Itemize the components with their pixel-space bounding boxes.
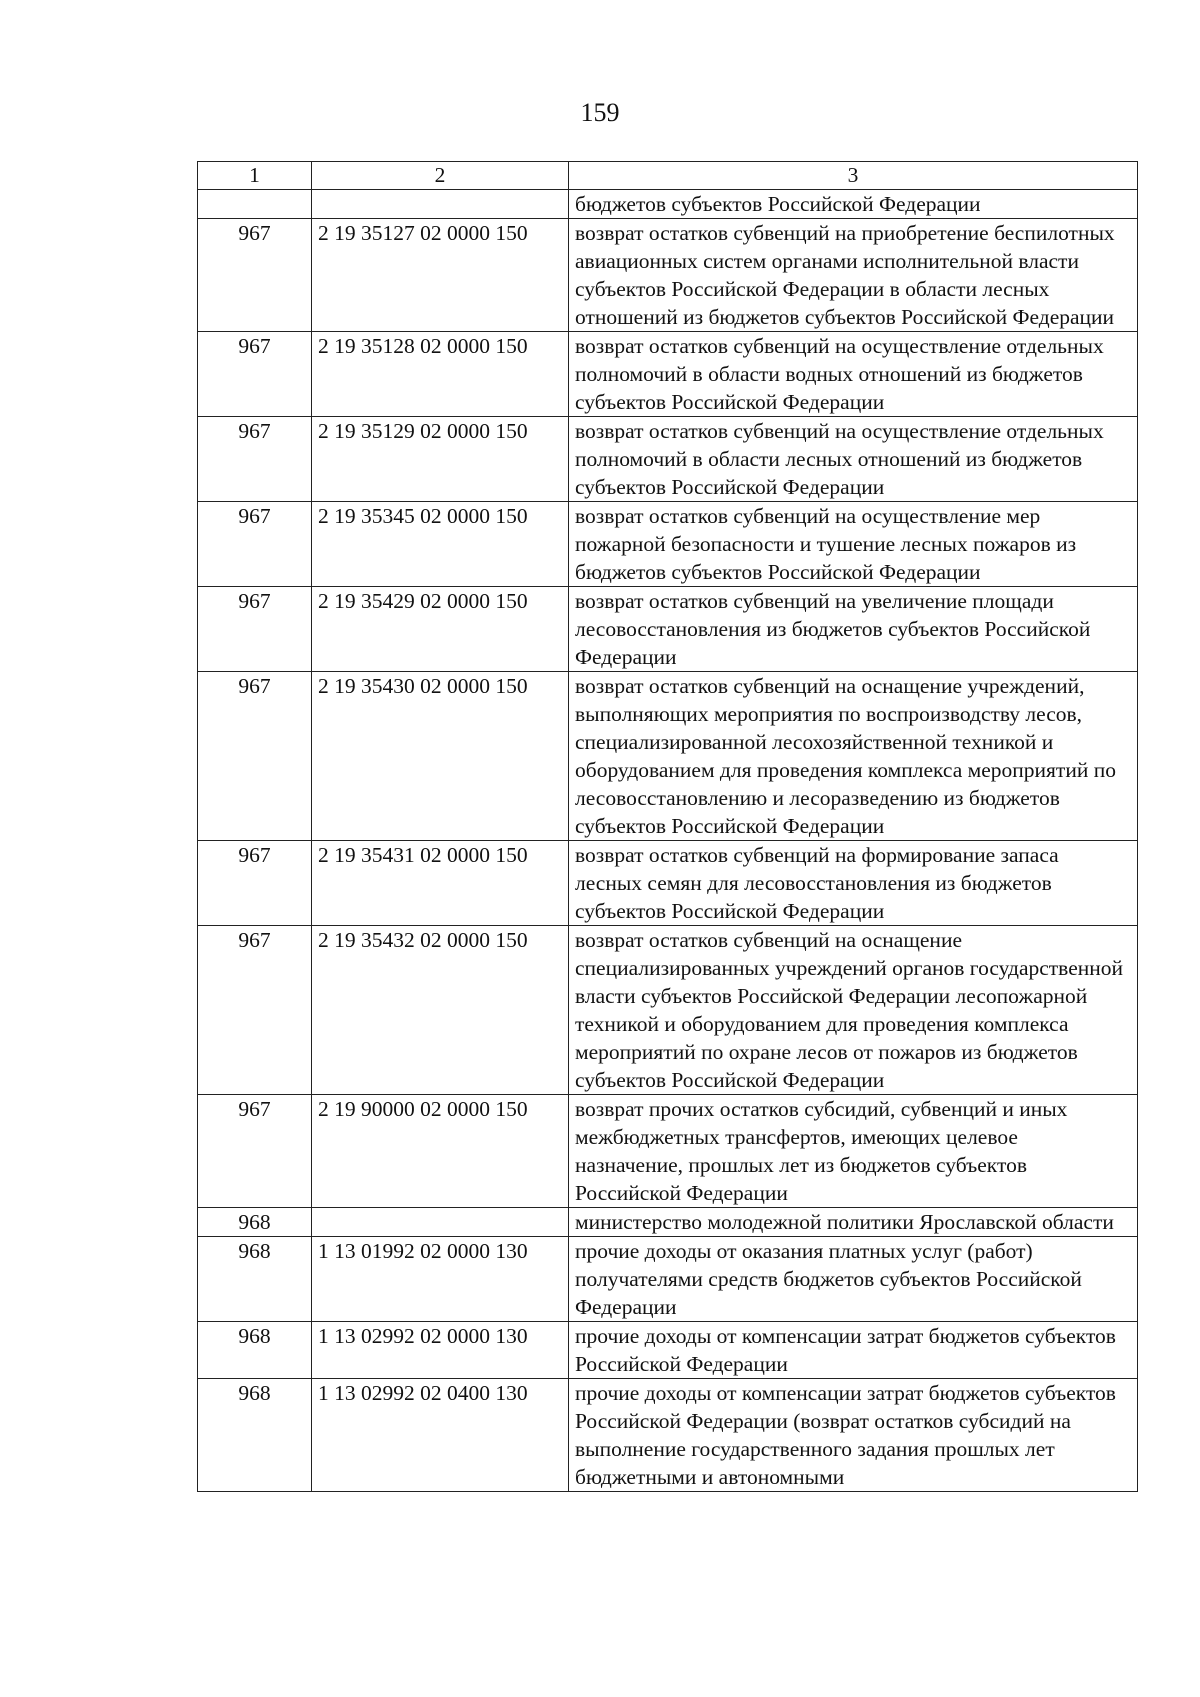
description-cell: возврат остатков субвенций на увеличение площади лесовосстановления из бюджетов субъектов Российской Федерации	[569, 587, 1138, 672]
budget-code-cell: 2 19 35129 02 0000 150	[312, 417, 569, 502]
table-row	[198, 332, 1138, 417]
column-header-3: 3	[569, 162, 1138, 190]
admin-code-cell: 968	[198, 1322, 312, 1379]
admin-code-cell: 968	[198, 1379, 312, 1492]
description-cell: министерство молодежной политики Ярославской области	[569, 1208, 1138, 1237]
budget-code-cell: 2 19 35128 02 0000 150	[312, 332, 569, 417]
description-cell: возврат остатков субвенций на оснащение учреждений, выполняющих мероприятия по воспроизводству лесов, специализированной лесохозяйственной техникой и оборудованием для проведения комплекса мероприятий по лесовосстановлению и лесоразведению из бюджетов субъектов Российской Федерации	[569, 672, 1138, 841]
admin-code-cell: 967	[198, 1095, 312, 1208]
budget-code-cell: 2 19 35431 02 0000 150	[312, 841, 569, 926]
description-cell: бюджетов субъектов Российской Федерации	[569, 190, 1138, 219]
table-row	[198, 926, 1138, 1095]
table-row	[198, 502, 1138, 587]
description-cell: прочие доходы от оказания платных услуг (работ) получателями средств бюджетов субъектов Российской Федерации	[569, 1237, 1138, 1322]
admin-code-cell: 967	[198, 926, 312, 1095]
table-row	[198, 672, 1138, 841]
column-header-2: 2	[312, 162, 569, 190]
admin-code-cell: 968	[198, 1208, 312, 1237]
description-cell: возврат остатков субвенций на осуществление мер пожарной безопасности и тушение лесных пожаров из бюджетов субъектов Российской Федерации	[569, 502, 1138, 587]
admin-code-cell	[198, 190, 312, 219]
admin-code-cell: 967	[198, 332, 312, 417]
budget-code-cell	[312, 190, 569, 219]
column-header-1: 1	[198, 162, 312, 190]
description-cell: возврат остатков субвенций на осуществление отдельных полномочий в области лесных отношений из бюджетов субъектов Российской Федерации	[569, 417, 1138, 502]
budget-code-cell: 1 13 02992 02 0000 130	[312, 1322, 569, 1379]
table-row	[198, 219, 1138, 332]
admin-code-cell: 968	[198, 1237, 312, 1322]
admin-code-cell: 967	[198, 841, 312, 926]
table-row	[198, 841, 1138, 926]
description-cell: прочие доходы от компенсации затрат бюджетов субъектов Российской Федерации	[569, 1322, 1138, 1379]
budget-code-cell: 2 19 35430 02 0000 150	[312, 672, 569, 841]
table-row	[198, 587, 1138, 672]
budget-code-cell: 2 19 35432 02 0000 150	[312, 926, 569, 1095]
budget-code-cell: 2 19 35345 02 0000 150	[312, 502, 569, 587]
table-row	[198, 1379, 1138, 1492]
description-cell: возврат остатков субвенций на приобретение беспилотных авиационных систем органами исполнительной власти субъектов Российской Федерации в области лесных отношений из бюджетов субъектов Российской Федерации	[569, 219, 1138, 332]
admin-code-cell: 967	[198, 672, 312, 841]
table-row	[198, 1237, 1138, 1322]
admin-code-cell: 967	[198, 417, 312, 502]
page-number: 159	[580, 98, 620, 127]
budget-code-cell: 2 19 35429 02 0000 150	[312, 587, 569, 672]
admin-code-cell: 967	[198, 219, 312, 332]
budget-code-cell: 2 19 90000 02 0000 150	[312, 1095, 569, 1208]
budget-code-cell	[312, 1208, 569, 1237]
table-header-row	[198, 162, 1138, 190]
description-cell: возврат остатков субвенций на оснащение специализированных учреждений органов государственной власти субъектов Российской Федерации лесопожарной техникой и оборудованием для проведения комплекса мероприятий по охране лесов от пожаров из бюджетов субъектов Российской Федерации	[569, 926, 1138, 1095]
budget-code-table	[197, 161, 1138, 1492]
table-row	[198, 417, 1138, 502]
table-row	[198, 1095, 1138, 1208]
admin-code-cell: 967	[198, 587, 312, 672]
admin-code-cell: 967	[198, 502, 312, 587]
description-cell: возврат остатков субвенций на осуществление отдельных полномочий в области водных отношений из бюджетов субъектов Российской Федерации	[569, 332, 1138, 417]
table-row	[198, 1208, 1138, 1237]
description-cell: возврат остатков субвенций на формирование запаса лесных семян для лесовосстановления из бюджетов субъектов Российской Федерации	[569, 841, 1138, 926]
budget-code-cell: 1 13 02992 02 0400 130	[312, 1379, 569, 1492]
table-row	[198, 1322, 1138, 1379]
table-row	[198, 190, 1138, 219]
budget-code-cell: 1 13 01992 02 0000 130	[312, 1237, 569, 1322]
description-cell: возврат прочих остатков субсидий, субвенций и иных межбюджетных трансфертов, имеющих целевое назначение, прошлых лет из бюджетов субъектов Российской Федерации	[569, 1095, 1138, 1208]
budget-code-cell: 2 19 35127 02 0000 150	[312, 219, 569, 332]
description-cell: прочие доходы от компенсации затрат бюджетов субъектов Российской Федерации (возврат остатков субсидий на выполнение государственного задания прошлых лет бюджетными и автономными	[569, 1379, 1138, 1492]
